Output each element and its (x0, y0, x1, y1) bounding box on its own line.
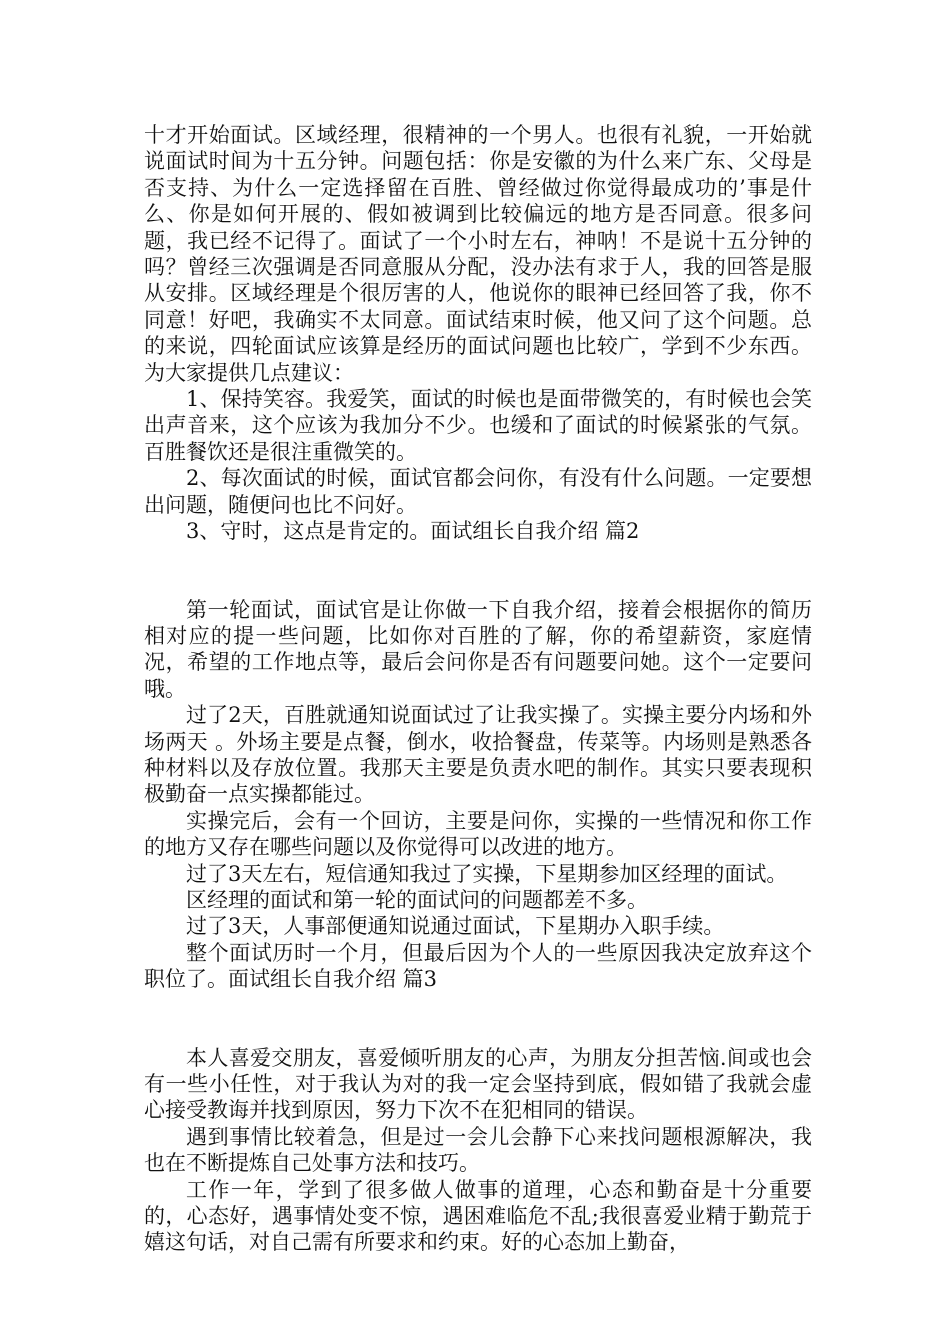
section-gap (144, 993, 812, 1045)
paragraph-area-manager: 区经理的面试和第一轮的面试问的问题都差不多。 (186, 887, 648, 912)
paragraph-follow-up: 实操完后，会有一个回访，主要是问你，实操的一些情况和你工作的地方又存在哪些问题以及你觉得可以改进的地方。 (144, 808, 812, 860)
paragraph-hr-notice: 过了3天，人事部便通知说通过面试，下星期办入职手续。 (186, 914, 725, 939)
paragraph-practice: 过了2天，百胜就通知说面试过了让我实操了。实操主要分内场和外场两天 。外场主要是点餐，倒水，收拾餐盘，传菜等。内场则是熟悉各种材料以及存放位置。我那天主要是负责水吧的制作。其实只要表现积极勤奋一点实操都能过。 (144, 703, 812, 807)
document-page (144, 122, 812, 1256)
paragraph-interview-recap: 十才开始面试。区域经理，很精神的一个男人。也很有礼貌，一开始就说面试时间为十五分钟。问题包括：你是安徽的为什么来广东、父母是否支持、为什么一定选择留在百胜、曾经做过你觉得最成功的’事是什么、你是如何开展的、假如被调到比较偏远的地方是否同意。很多问题，我已经不记得了。面试了一个小时左右，神呐！不是说十五分钟的吗？曾经三次强调是否同意服从分配，没办法有求于人，我的回答是服从安排。区域经理是个很厉害的人，他说你的眼神已经回答了我，你不同意！好吧，我确实不太同意。面试结束时候，他又问了这个问题。总的来说，四轮面试应该算是经历的面试问题也比较广，学到不少东西。 为大家提供几点建议： (144, 123, 812, 385)
paragraph-sms-notice: 过了3天左右，短信通知我过了实操，下星期参加区经理的面试。 (186, 861, 788, 886)
paragraph-tip-smile: 1、保持笑容。我爱笑，面试的时候也是面带微笑的，有时候也会笑出声音来，这个应该为我加分不少。也缓和了面试的时候紧张的气氛。百胜餐饮还是很注重微笑的。 (144, 387, 812, 464)
paragraph-personality: 本人喜爱交朋友，喜爱倾听朋友的心声，为朋友分担苦恼.间或也会有一些小任性，对于我认为对的我一定会坚持到底，假如错了我就会虚心接受教诲并找到原因，努力下次不在犯相同的错误。 (144, 1045, 812, 1123)
paragraph-problem-solving: 遇到事情比较着急，但是过一会儿会静下心来找问题根源解决，我也在不断提炼自己处事方法和技巧。 (144, 1124, 812, 1176)
section-gap (144, 545, 812, 597)
paragraph-work-year: 工作一年，学到了很多做人做事的道理，心态和勤奋是十分重要的，心态好，遇事情处变不惊，遇困难临危不乱;我很喜爱业精于勤荒于嬉这句话，对自己需有所要求和约束。好的心态加上勤奋， (144, 1177, 812, 1255)
paragraph-tip-punctual: 3、守时，这点是肯定的。面试组长自我介绍 篇2 (186, 519, 640, 544)
paragraph-conclusion: 整个面试历时一个月，但最后因为个人的一些原因我决定放弃这个职位了。面试组长自我介绍 篇3 (144, 940, 812, 992)
paragraph-first-round: 第一轮面试，面试官是让你做一下自我介绍，接着会根据你的简历相对应的提一些问题，比如你对百胜的了解，你的希望薪资，家庭情况，希望的工作地点等，最后会问你是否有问题要问她。这个一定要问哦。 (144, 597, 812, 701)
paragraph-tip-questions: 2、每次面试的时候，面试官都会问你，有没有什么问题。一定要想出问题，随便问也比不问好。 (144, 466, 812, 517)
